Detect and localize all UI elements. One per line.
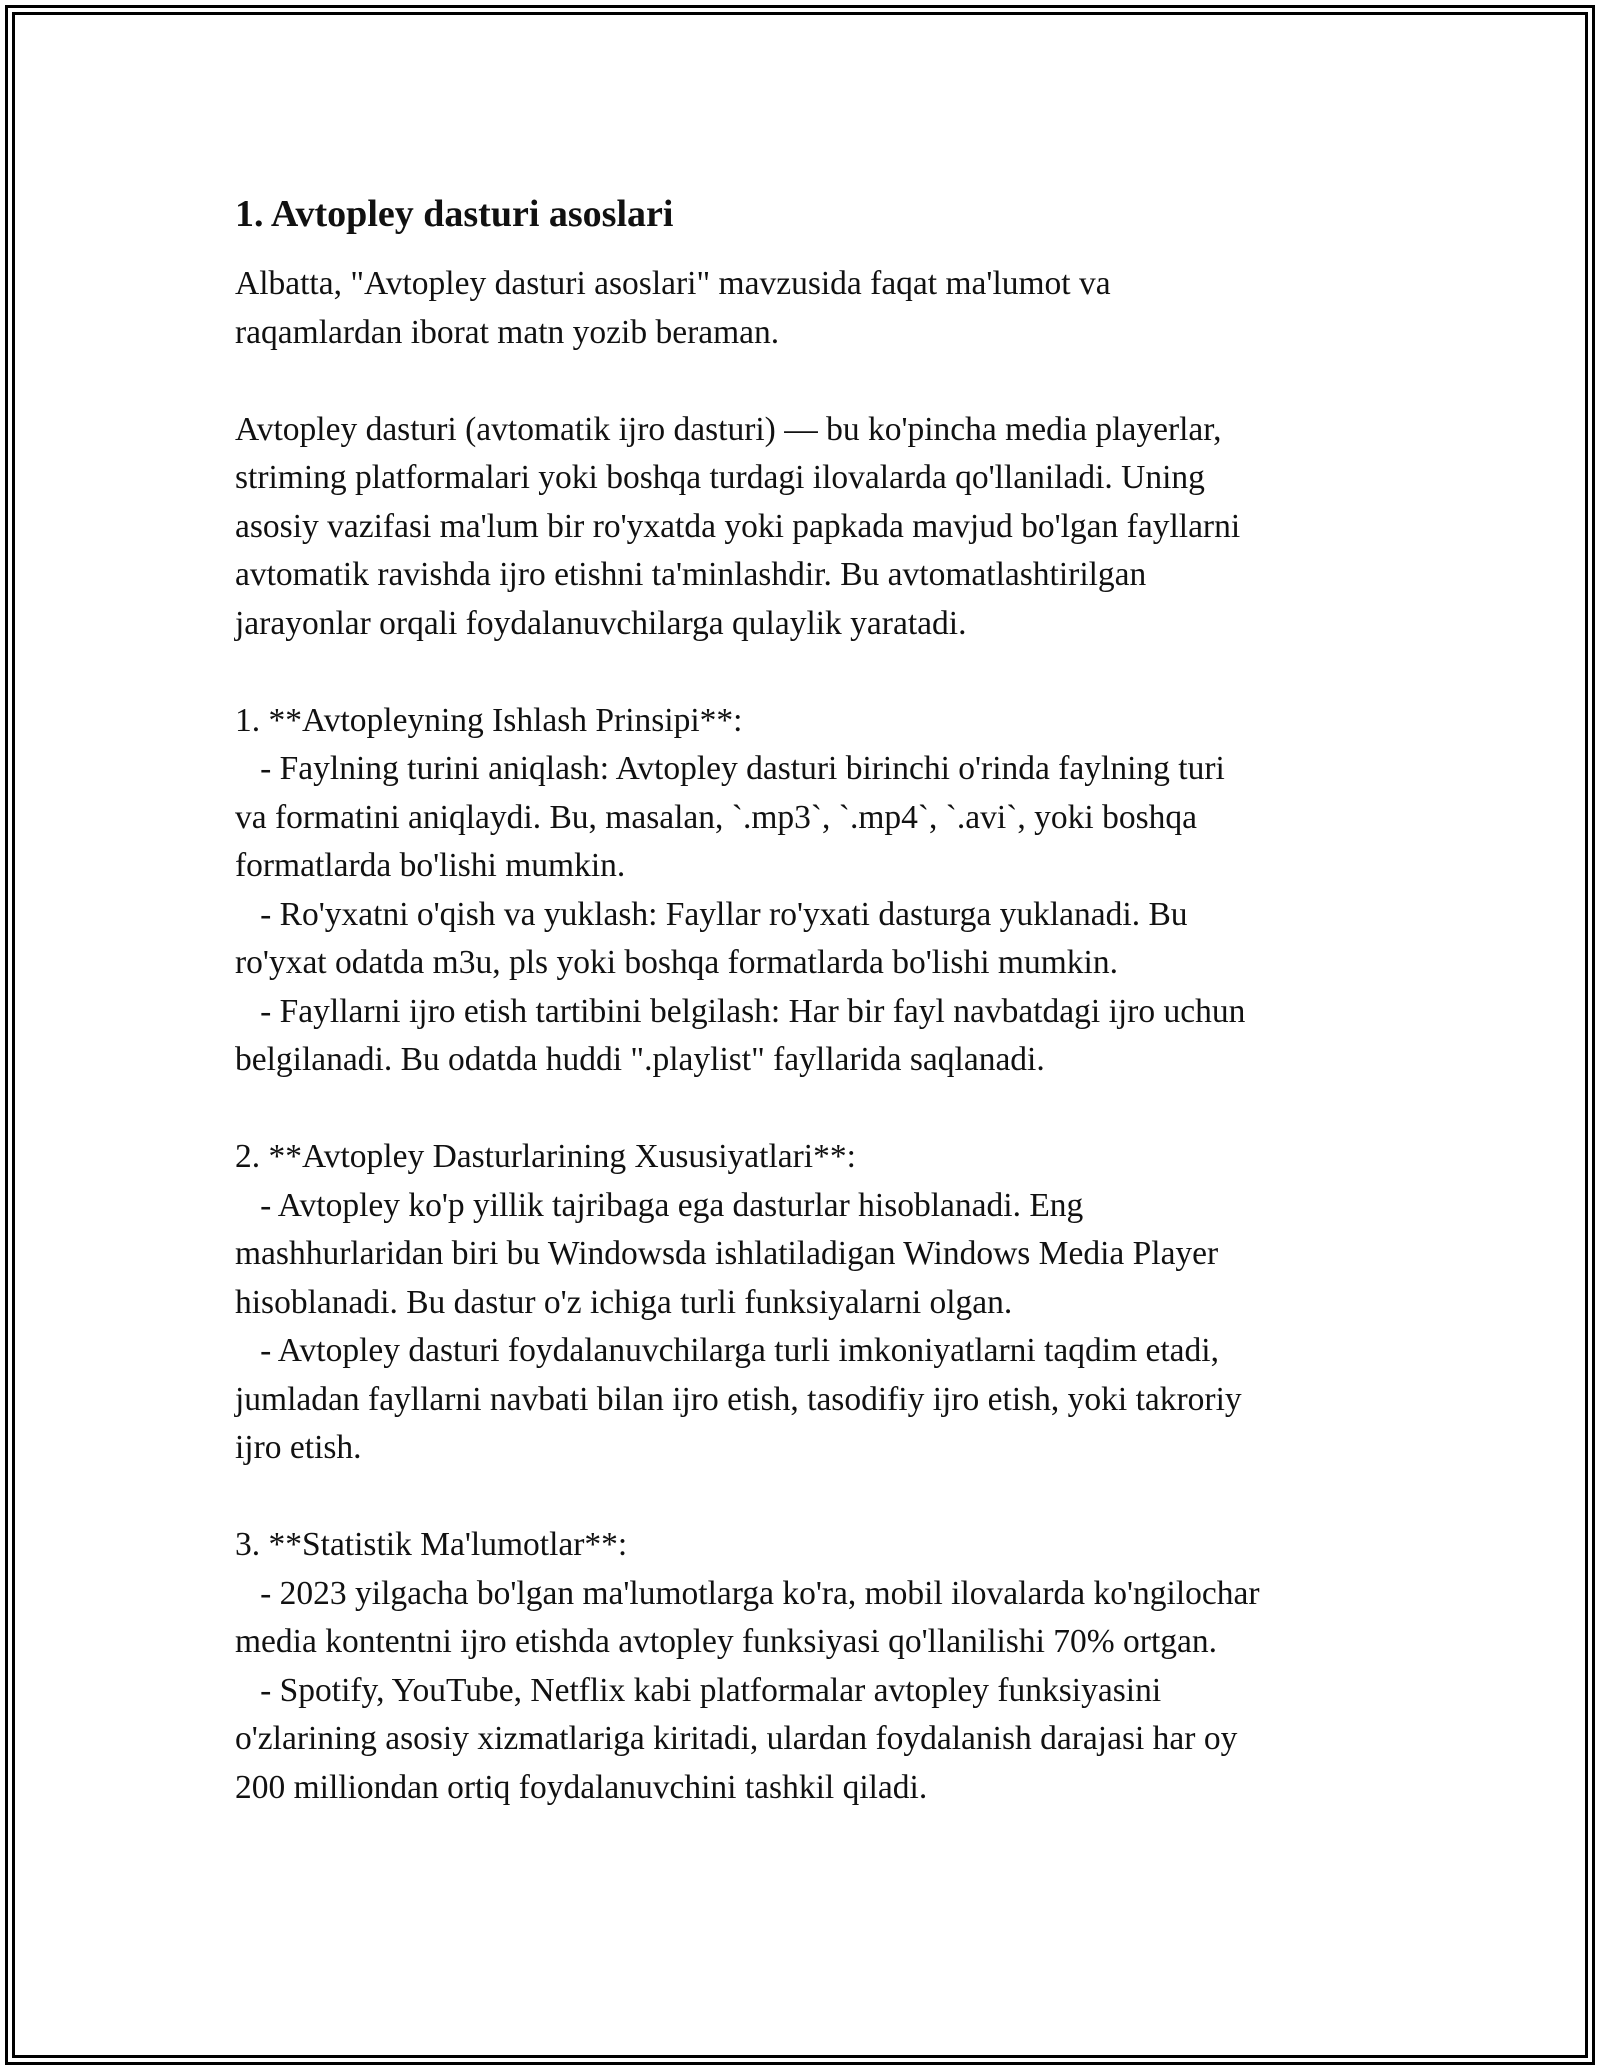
document-content: [235, 188, 1385, 1812]
document-body: Albatta, "Avtopley dasturi asoslari" mavzusida faqat ma'lumot va raqamlardan iborat matn yozib beraman. Avtopley dasturi (avtomatik ijro dasturi) — bu ko'pincha media playerlar, striming platformalari yoki boshqa turdagi ilovalarda qo'llaniladi. Uning asosiy vazifasi ma'lum bir ro'yxatda yoki papkada mavjud bo'lgan fayllarni avtomatik ravishda ijro etishni ta'minlashdir. Bu avtomatlashtirilgan jarayonlar orqali foydalanuvchilarga qulaylik yaratadi. 1. **Avtopleyning Ishlash Prinsipi**: - Faylning turini aniqlash: Avtopley dasturi birinchi o'rinda faylning turi va formatini aniqlaydi. Bu, masalan, `.mp3`, `.mp4`, `.avi`, yoki boshqa formatlarda bo'lishi mumkin. - Ro'yxatni o'qish va yuklash: Fayllar ro'yxati dasturga yuklanadi. Bu ro'yxat odatda m3u, pls yoki boshqa formatlarda bo'lishi mumkin. - Fayllarni ijro etish tartibini belgilash: Har bir fayl navbatdagi ijro uchun belgilanadi. Bu odatda huddi ".playlist" fayllarida saqlanadi. 2. **Avtopley Dasturlarining Xususiyatlari**: - Avtopley ko'p yillik tajribaga ega dasturlar hisoblanadi. Eng mashhurlaridan biri bu Windowsda ishlatiladigan Windows Media Player hisoblanadi. Bu dastur o'z ichiga turli funksiyalarni olgan. - Avtopley dasturi foydalanuvchilarga turli imkoniyatlarni taqdim etadi, jumladan fayllarni navbati bilan ijro etish, tasodifiy ijro etish, yoki takroriy ijro etish. 3. **Statistik Ma'lumotlar**: - 2023 yilgacha bo'lgan ma'lumotlarga ko'ra, mobil ilovalarda ko'ngilochar media kontentni ijro etishda avtopley funksiyasi qo'llanilishi 70% ortgan. - Spotify, YouTube, Netflix kabi platformalar avtopley funksiyasini o'zlarining asosiy xizmatlariga kiritadi, ulardan foydalanish darajasi har oy 200 milliondan ortiq foydalanuvchini tashkil qiladi.: [235, 265, 1260, 1806]
document-title: 1. Avtopley dasturi asoslari: [235, 193, 674, 235]
